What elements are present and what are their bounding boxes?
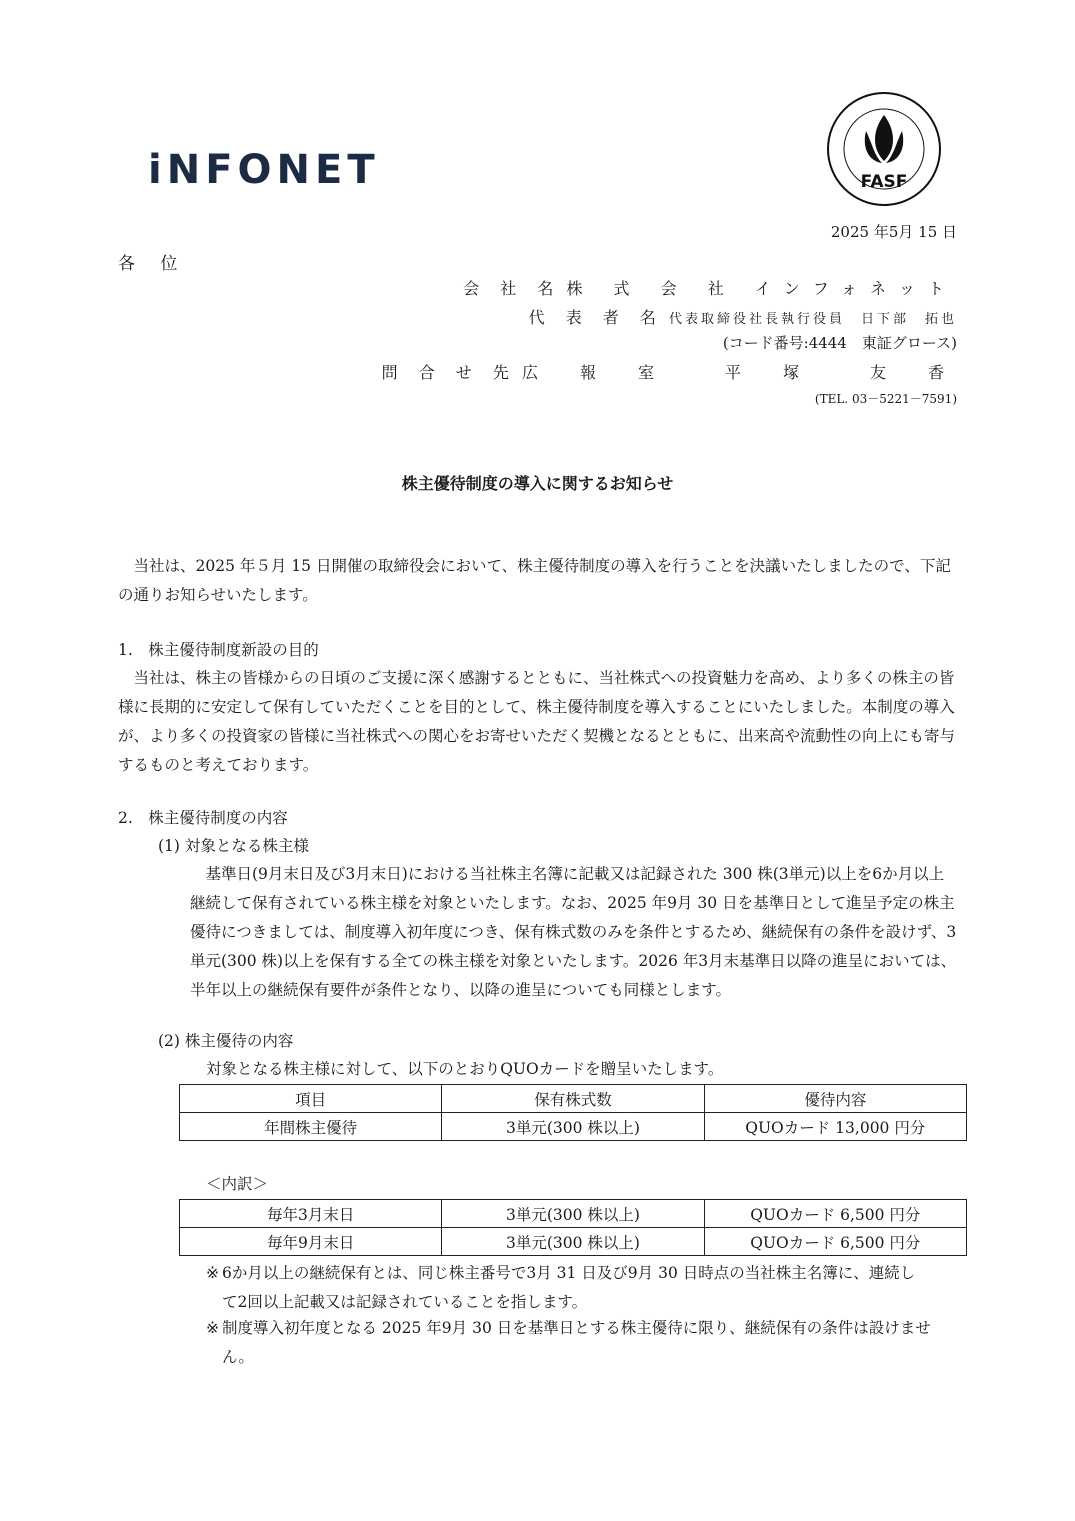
footnote-mark: ※ [206, 1264, 219, 1282]
table-cell: 3単元(300 株以上) [442, 1200, 704, 1228]
table-row [180, 1200, 967, 1228]
company-label: 会 社 名 [463, 279, 562, 298]
contact-value: 広 報 室 平 塚 友 香 [521, 363, 957, 382]
section2-sub1-heading: (1) 対象となる株主様 [158, 837, 309, 855]
breakdown-label: ＜内訳＞ [206, 1175, 269, 1193]
section1-body: 当社は、株主の皆様からの日頃のご支援に深く感謝するとともに、当社株式への投資魅力を高め、より多くの株主の皆様に長期的に安定して保有していただくことを目的として、株主優待制度を導入することにいたしました。本制度の導入が、より多くの投資家の皆様に当社株式への関心をお寄せいただく契機となるとともに、出来高や流動性の向上にも寄与するものと考えております。 [118, 669, 956, 774]
stock-code: (コード番号:4444 東証グロース) [722, 334, 957, 352]
table-cell: 毎年3月末日 [180, 1200, 442, 1228]
contact-label: 問 合 せ 先 [381, 363, 517, 382]
table-cell: 年間株主優待 [180, 1113, 442, 1141]
footnote [206, 1314, 958, 1372]
table-row [180, 1228, 967, 1256]
table-header-cell: 項目 [180, 1085, 442, 1113]
intro-paragraph: 当社は、2025 年５月 15 日開催の取締役会において、株主優待制度の導入を行うことを決議いたしましたので、下記の通りお知らせいたします。 [118, 557, 951, 604]
footnote-line: て2回以上記載又は記録されていることを指します。 [222, 1293, 588, 1311]
company-name-line [463, 276, 957, 299]
representative-line [529, 305, 957, 328]
footnote [206, 1259, 958, 1317]
contact-line [382, 360, 957, 383]
document-title: 株主優待制度の導入に関するお知らせ [401, 474, 674, 493]
representative-label: 代 表 者 名 [528, 308, 664, 327]
table-cell: 毎年9月末日 [180, 1228, 442, 1256]
section2-sub2-intro: 対象となる株主様に対して、以下のとおりQUOカードを贈呈いたします。 [206, 1060, 724, 1078]
footnote-line: 6か月以上の継続保有とは、同じ株主番号で3月 31 日及び9月 30 日時点の当社株主名簿に、連続し [222, 1264, 916, 1282]
table-cell: QUOカード 13,000 円分 [704, 1113, 966, 1141]
release-date: 2025 年5月 15 日 [830, 223, 957, 241]
section2-heading: 2. 株主優待制度の内容 [118, 809, 288, 827]
table-row [180, 1113, 967, 1141]
representative-value: 代表取締役社長執行役員 日下部 拓也 [668, 312, 957, 327]
table-cell: 3単元(300 株以上) [442, 1228, 704, 1256]
table-cell: QUOカード 6,500 円分 [704, 1200, 966, 1228]
table-header-cell: 優待内容 [704, 1085, 966, 1113]
table-cell: 3単元(300 株以上) [442, 1113, 704, 1141]
footnote-mark: ※ [206, 1319, 219, 1337]
company-logo: iNFONET [148, 147, 380, 193]
footnote-line: 制度導入初年度となる 2025 年9月 30 日を基準日とする株主優待に限り、継続保有の条件は設けませ [222, 1319, 931, 1337]
benefit-table [179, 1084, 967, 1141]
seal-label: FASF [860, 172, 908, 192]
section2-sub1-body: 基準日(9月末日及び3月末日)における当社株主名簿に記載又は記録された 300 株(3単元)以上を6か月以上継続して保有されている株主様を対象といたします。なお、2025 年9月 30 日を基準日として進呈予定の株主優待につきましては、制度導入初年度につき、保有株式数のみを条件とするため、継続保有の条件を設けず、3単元(300 株)以上を保有する全ての株主様を対象といたします。2026 年3月末基準日以降の進呈においては、半年以上の継続保有要件が条件となり、以降の進呈についても同様とします。 [190, 865, 957, 999]
addressee: 各 位 [118, 254, 188, 274]
table-cell: QUOカード 6,500 円分 [704, 1228, 966, 1256]
company-value: 株 式 会 社 インフォネット [566, 279, 957, 298]
table-header-row [180, 1085, 967, 1113]
fasf-member-seal [826, 91, 942, 207]
table-header-cell: 保有株式数 [442, 1085, 704, 1113]
breakdown-table [179, 1199, 967, 1256]
footnote-line: ん。 [222, 1348, 254, 1366]
section1-heading: 1. 株主優待制度新設の目的 [118, 641, 319, 659]
contact-tel: (TEL. 03－5221－7591) [814, 392, 957, 406]
section2-sub2-heading: (2) 株主優待の内容 [158, 1032, 294, 1050]
